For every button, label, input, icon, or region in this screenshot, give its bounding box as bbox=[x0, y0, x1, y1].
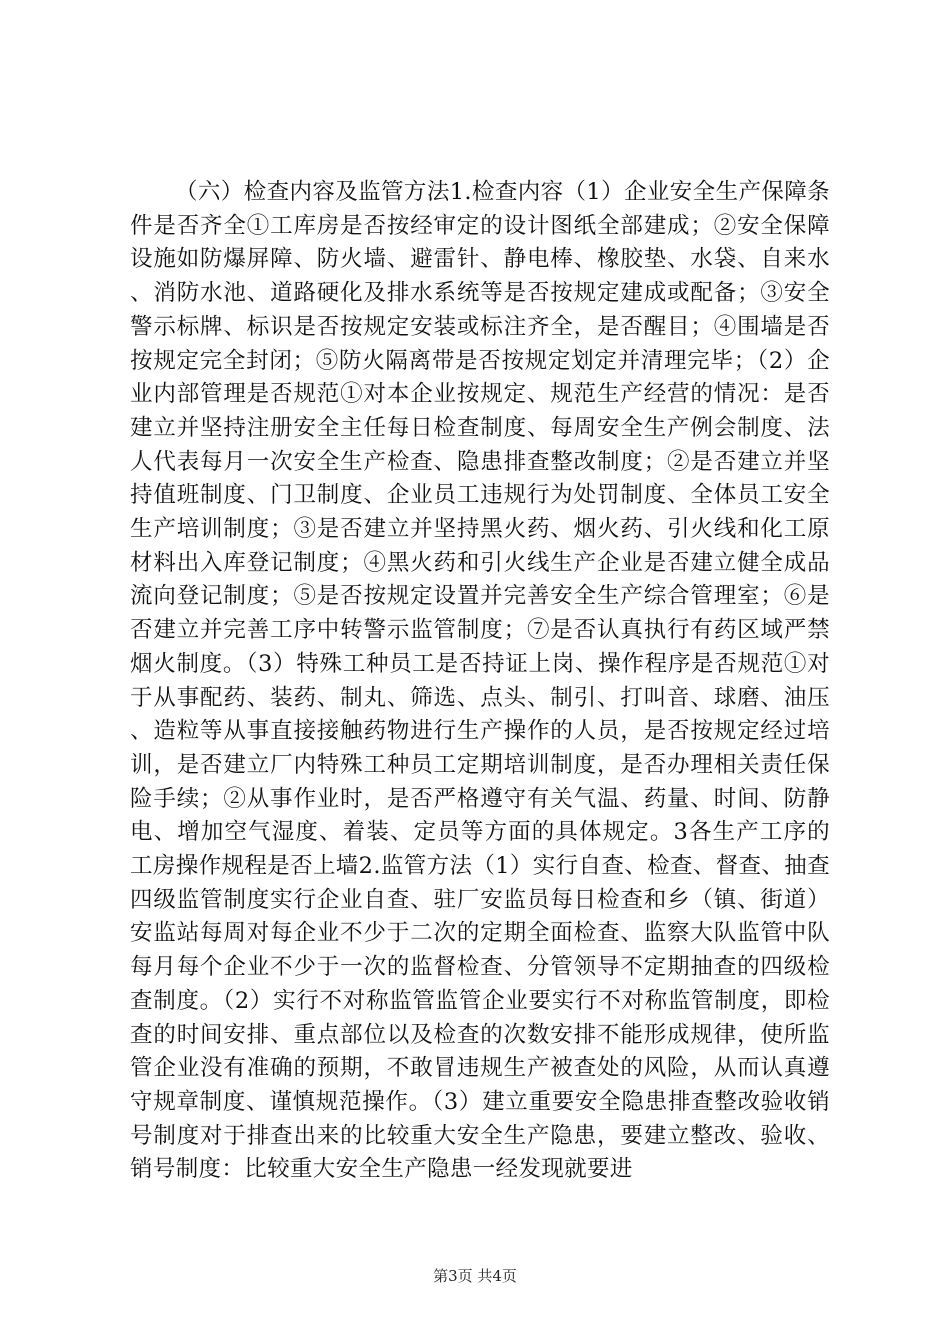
page-number-footer: 第3页 共4页 bbox=[433, 1267, 517, 1285]
body-paragraph: （六）检查内容及监管方法1.检查内容（1）企业安全生产保障条件是否齐全①工库房是否按经审定的设计图纸全部建成；②安全保障设施如防爆屏障、防火墙、避雷针、静电棒、橡胶垫、水袋、自来水、消防水池、道路硬化及排水系统等是否按规定建成或配备；③安全警示标牌、标识是否按规定安装或标注齐全，是否醒目；④围墙是否按规定完全封闭；⑤防火隔离带是否按规定划定并清理完毕；（2）企业内部管理是否规范①对本企业按规定、规范生产经营的情况：是否建立并坚持注册安全主任每日检查制度、每周安全生产例会制度、法人代表每月一次安全生产检查、隐患排查整改制度；②是否建立并坚持值班制度、门卫制度、企业员工违规行为处罚制度、全体员工安全生产培训制度；③是否建立并坚持黑火药、烟火药、引火线和化工原材料出入库登记制度；④黑火药和引火线生产企业是否建立健全成品流向登记制度；⑤是否按规定设置并完善安全生产综合管理室；⑥是否建立并完善工序中转警示监管制度；⑦是否认真执行有药区域严禁烟火制度。（3）特殊工种员工是否持证上岗、操作程序是否规范①对于从事配药、装药、制丸、筛选、点头、制引、打叫音、球磨、油压、造粒等从事直接接触药物进行生产操作的人员，是否按规定经过培训，是否建立厂内特殊工种员工定期培训制度，是否办理相关责任保险手续；②从事作业时，是否严格遵守有关气温、药量、时间、防静电、增加空气湿度、着装、定员等方面的具体规定。3各生产工序的工房操作规程是否上墙2.监管方法（1）实行自查、检查、督查、抽查四级监管制度实行企业自查、驻厂安监员每日检查和乡（镇、街道）安监站每周对每企业不少于二次的定期全面检查、监察大队监管中队每月每个企业不少于一次的监督检查、分管领导不定期抽查的四级检查制度。（2）实行不对称监管监管企业要实行不对称监管制度，即检查的时间安排、重点部位以及检查的次数安排不能形成规律，使所监管企业没有准确的预期，不敢冒违规生产被查处的风险，从而认真遵守规章制度、谨慎规范操作。（3）建立重要安全隐患排查整改验收销号制度对于排查出来的比较重大安全生产隐患，要建立整改、验收、销号制度：比较重大安全生产隐患一经发现就要进 bbox=[130, 179, 830, 1183]
